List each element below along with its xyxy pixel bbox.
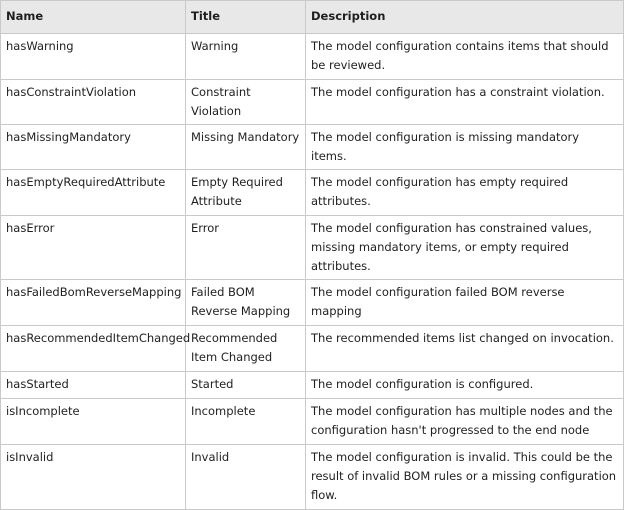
cell-title: Warning — [186, 34, 306, 80]
cell-description: The model configuration is missing mandatory items. — [306, 125, 624, 170]
cell-name: hasWarning — [1, 34, 186, 80]
cell-title: Failed BOM Reverse Mapping — [186, 280, 306, 326]
cell-name: hasConstraintViolation — [1, 80, 186, 125]
cell-title: Started — [186, 372, 306, 399]
cell-name: isInvalid — [1, 445, 186, 510]
cell-name: hasError — [1, 216, 186, 280]
cell-name: hasMissingMandatory — [1, 125, 186, 170]
table-row — [1, 125, 624, 170]
cell-description: The model configuration is invalid. This could be the result of invalid BOM rules or a missing configuration flow. — [306, 445, 624, 510]
table-row — [1, 399, 624, 445]
cell-title: Constraint Violation — [186, 80, 306, 125]
header-title: Title — [186, 1, 306, 34]
table-row — [1, 170, 624, 216]
table-row — [1, 372, 624, 399]
table-row — [1, 445, 624, 510]
header-description: Description — [306, 1, 624, 34]
cell-description: The recommended items list changed on invocation. — [306, 326, 624, 372]
table-row — [1, 216, 624, 280]
cell-description: The model configuration has multiple nodes and the configuration hasn't progressed to the end node — [306, 399, 624, 445]
cell-title: Recommended Item Changed — [186, 326, 306, 372]
cell-description: The model configuration is configured. — [306, 372, 624, 399]
table-row — [1, 326, 624, 372]
cell-title: Incomplete — [186, 399, 306, 445]
table-row — [1, 280, 624, 326]
cell-title: Error — [186, 216, 306, 280]
cell-description: The model configuration has empty required attributes. — [306, 170, 624, 216]
cell-title: Empty Required Attribute — [186, 170, 306, 216]
cell-description: The model configuration has a constraint violation. — [306, 80, 624, 125]
table-row — [1, 80, 624, 125]
cell-name: hasRecommendedItemChanged — [1, 326, 186, 372]
cell-title: Invalid — [186, 445, 306, 510]
cell-name: hasEmptyRequiredAttribute — [1, 170, 186, 216]
cell-description: The model configuration has constrained values, missing mandatory items, or empty required attributes. — [306, 216, 624, 280]
cell-name: hasFailedBomReverseMapping — [1, 280, 186, 326]
cell-description: The model configuration contains items that should be reviewed. — [306, 34, 624, 80]
table-row — [1, 34, 624, 80]
table-header-row — [1, 1, 624, 34]
cell-description: The model configuration failed BOM reverse mapping — [306, 280, 624, 326]
cell-name: hasStarted — [1, 372, 186, 399]
cell-name: isIncomplete — [1, 399, 186, 445]
cell-title: Missing Mandatory — [186, 125, 306, 170]
header-name: Name — [1, 1, 186, 34]
